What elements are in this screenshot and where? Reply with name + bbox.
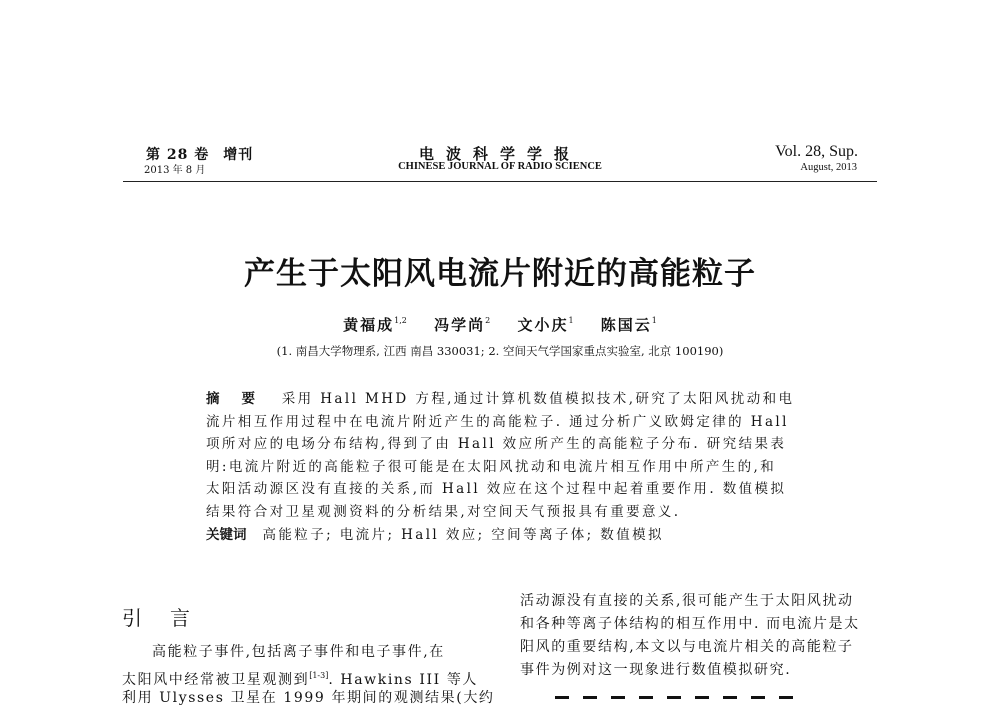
abstract-line: 太阳活动源区没有直接的关系,而 Hall 效应在这个过程中起着重要作用. 数值模拟 [206,481,787,498]
body-right-column [520,590,888,682]
journal-volume-en: Vol. 28, Sup. [775,143,858,160]
issue-cn: 增刊 [223,147,254,163]
author: 黄福成$^{1,2}$ [343,316,407,334]
abstract-line: 流片相互作用过程中在电流片附近产生的高能粒子. 通过分析广义欧姆定律的 Hall [206,413,789,430]
author: 冯学尚$^2$ [434,316,491,334]
journal-date-en: August, 2013 [800,162,857,173]
body-line: 阳风的重要结构,本文以与电流片相关的高能粒子 [520,639,854,655]
abstract-line: 项所对应的电场分布结构,得到了由 Hall 效应所产生的高能粒子分布. 研究结果表 [206,436,787,453]
body-line: 利用 Ulysses 卫星在 1999 年期间的观测结果(大约 [122,690,495,706]
author: 文小庆$^1$ [517,316,574,334]
abstract-line: 结果符合对卫星观测资料的分析结果,对空间天气预报具有重要意义. [206,503,681,520]
abstract-line: 明:电流片附近的高能粒子很可能是在太阳风扰动和电流片相互作用中所产生的,和 [206,458,777,475]
header-rule [123,181,877,182]
section-heading-introduction: 引 言 [122,606,190,630]
clipped-section-heading [555,694,825,706]
body-line: 活动源没有直接的关系,很可能产生于太阳风扰动 [520,593,854,609]
keywords-text: 高能粒子; 电流片; Hall 效应; 空间等离子体; 数值模拟 [262,526,664,543]
body-line: 太阳风中经常被卫星观测到[1-3]. Hawkins III 等人 [122,671,479,688]
paper-title: 产生于太阳风电流片附近的高能粒子 [244,256,756,292]
body-line: 高能粒子事件,包括离子事件和电子事件,在 [152,644,445,660]
abstract [206,388,802,546]
affiliations: (1. 南昌大学物理系, 江西 南昌 330031; 2. 空间天气学国家重点实验室, 北京 100190) [276,344,724,358]
abstract-label: 摘 要 [206,391,255,407]
keywords-label: 关键词 [206,526,247,543]
body-line: 和各种等离子体结构的相互作用中. 而电流片是太 [520,616,860,632]
journal-date-cn: 2013 年 8 月 [144,165,206,176]
abstract-line: 摘 要 采用 Hall MHD 方程,通过计算机数值模拟技术,研究了太阳风扰动和电 [206,391,795,407]
volume-cn: 第 28 卷 [146,147,210,163]
body-line: 事件为例对这一现象进行数值模拟研究. [520,662,792,678]
body-left-column [122,641,494,710]
citation-ref[interactable]: [1-3] [309,671,329,680]
author-list [0,314,1000,335]
journal-name-en: CHINESE JOURNAL OF RADIO SCIENCE [398,161,602,172]
journal-name-cn: 电波科学学报 [418,145,581,163]
keywords [206,524,802,547]
author: 陈国云$^1$ [600,316,657,334]
